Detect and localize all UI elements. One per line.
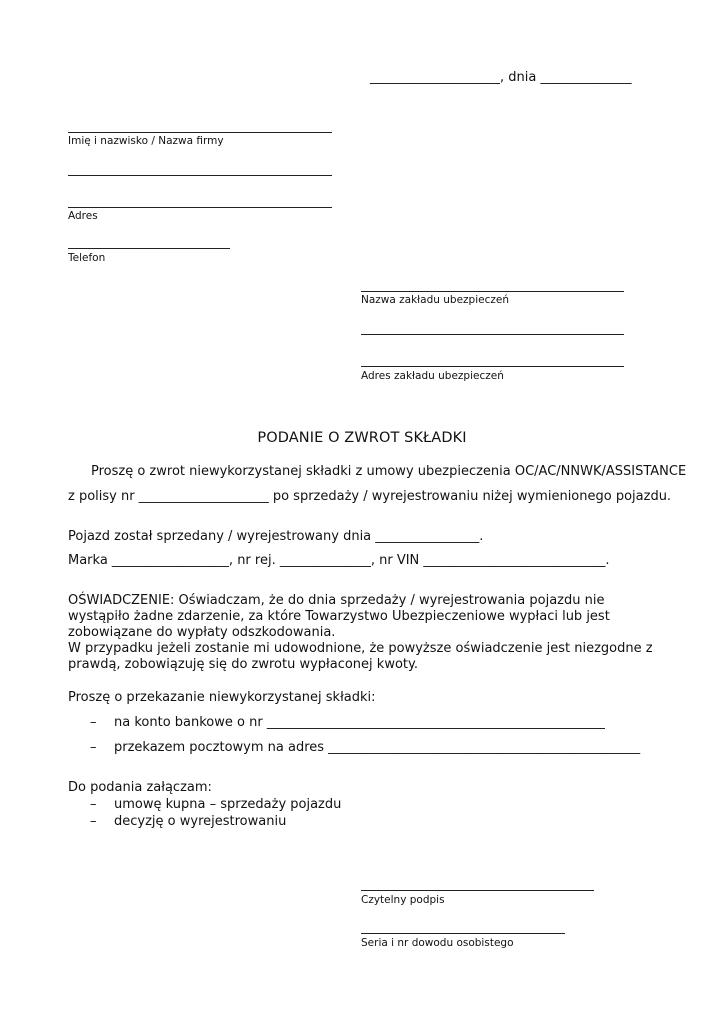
transfer-option-postal[interactable] xyxy=(90,740,640,756)
bullet-dash: – xyxy=(90,797,97,812)
sender-name-rule[interactable] xyxy=(68,132,332,133)
attachment-item xyxy=(90,814,286,830)
transfer-option-postal-text[interactable]: przekazem pocztowym na adres ________________________________________________ xyxy=(114,740,641,755)
bullet-dash: – xyxy=(90,715,97,730)
id-number-rule[interactable] xyxy=(361,933,565,934)
insurer-address-rule-1[interactable] xyxy=(361,334,624,335)
bullet-dash: – xyxy=(90,740,97,755)
transfer-intro: Proszę o przekazanie niewykorzystanej składki: xyxy=(68,690,376,705)
sender-phone-rule[interactable] xyxy=(68,248,230,249)
transfer-option-bank[interactable] xyxy=(90,715,605,731)
bullet-dash: – xyxy=(90,814,97,829)
sender-address-label: Adres xyxy=(68,210,98,222)
sender-phone-label: Telefon xyxy=(68,252,106,264)
attachment-item-text: umowę kupna – sprzedaży pojazdu xyxy=(114,797,342,812)
vehicle-line-1[interactable]: Pojazd został sprzedany / wyrejestrowany dnia ________________. xyxy=(68,529,484,544)
insurer-address-rule-2[interactable] xyxy=(361,366,624,367)
date-line[interactable]: ____________________, dnia ______________ xyxy=(370,70,632,85)
signature-label: Czytelny podpis xyxy=(361,894,445,906)
attachment-item-text: decyzję o wyrejestrowaniu xyxy=(114,814,287,829)
attachments-intro: Do podania załączam: xyxy=(68,780,212,795)
sender-address-rule-2[interactable] xyxy=(68,207,332,208)
signature-rule[interactable] xyxy=(361,890,594,891)
insurer-name-label: Nazwa zakładu ubezpieczeń xyxy=(361,294,509,306)
vehicle-line-2[interactable]: Marka __________________, nr rej. ______________, nr VIN ____________________________. xyxy=(68,553,610,568)
declaration-paragraph-2: W przypadku jeżeli zostanie mi udowodnione, że powyższe oświadczenie jest niezgodne z prawdą, zobowiązuję się do zwrotu wypłaconej kwoty. xyxy=(68,641,653,672)
attachment-item xyxy=(90,797,341,813)
declaration-paragraph: OŚWIADCZENIE: Oświadczam, że do dnia sprzedaży / wyrejestrowania pojazdu nie wystąpiło żadne zdarzenie, za które Towarzystwo Ubezpieczeniowe wypłaci lub jest zobowiązane do wypłaty odszkodowania. xyxy=(68,593,610,640)
request-line-2[interactable]: z polisy nr ____________________ po sprzedaży / wyrejestrowaniu niżej wymienionego pojazdu. xyxy=(68,489,672,504)
id-number-label: Seria i nr dowodu osobistego xyxy=(361,937,514,949)
request-line-1: Proszę o zwrot niewykorzystanej składki z umowy ubezpieczenia OC/AC/NNWK/ASSISTANCE xyxy=(91,464,687,479)
sender-name-label: Imię i nazwisko / Nazwa firmy xyxy=(68,135,224,147)
sender-address-rule-1[interactable] xyxy=(68,175,332,176)
document-title: PODANIE O ZWROT SKŁADKI xyxy=(257,430,467,446)
insurer-address-label: Adres zakładu ubezpieczeń xyxy=(361,370,504,382)
insurer-name-rule[interactable] xyxy=(361,291,624,292)
transfer-option-bank-text[interactable]: na konto bankowe o nr ____________________________________________________ xyxy=(114,715,605,730)
